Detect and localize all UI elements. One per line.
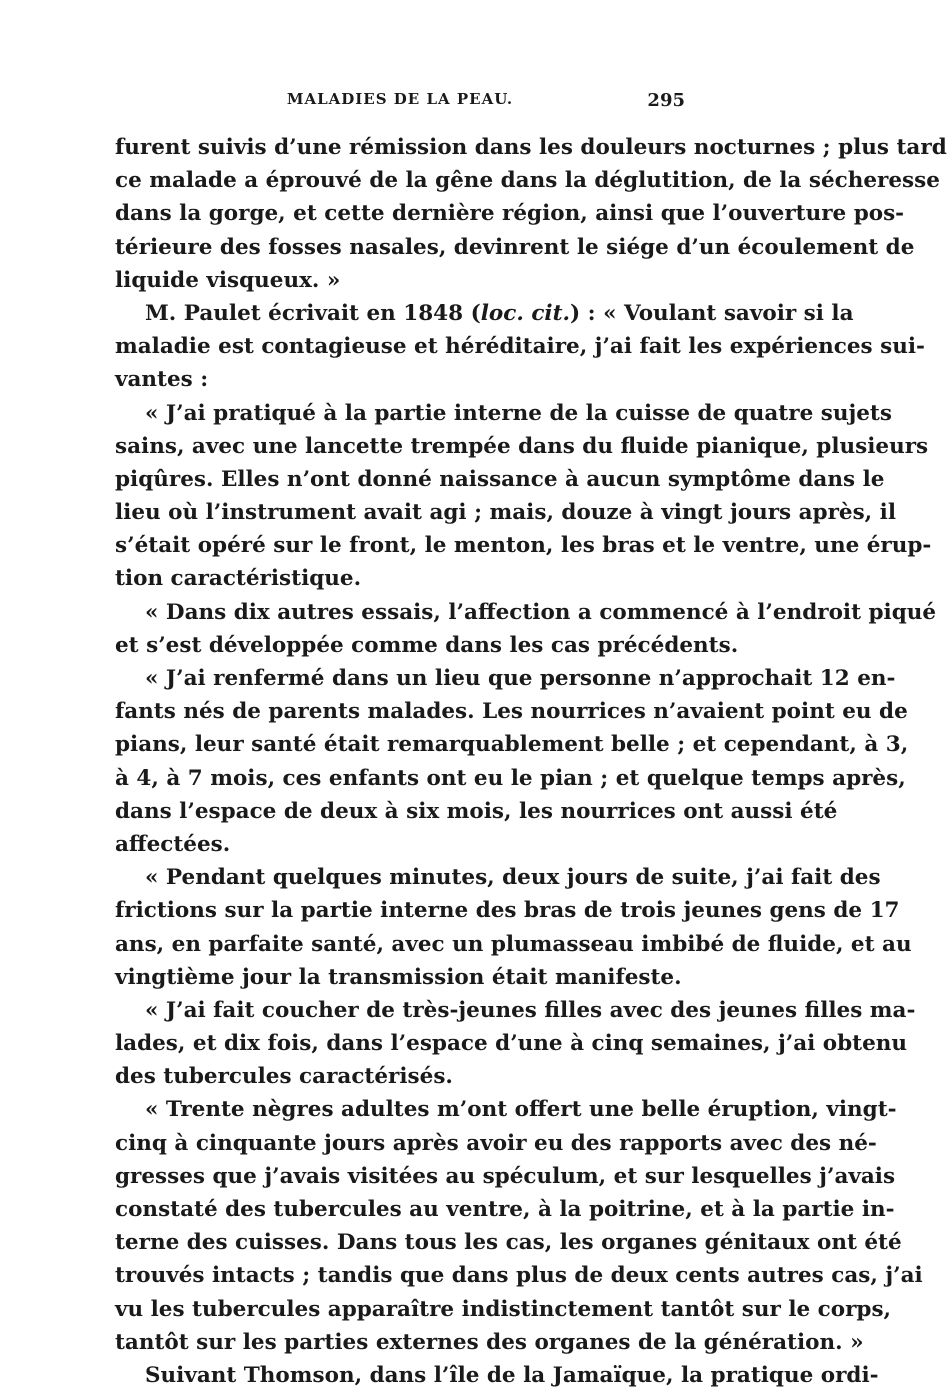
text-line: tantôt sur les parties externes des organes de la génération. » bbox=[115, 1329, 864, 1355]
text-line: constaté des tubercules au ventre, à la poitrine, et à la partie in- bbox=[115, 1197, 895, 1222]
text-line: fants nés de parents malades. Les nourrices n’avaient point eu de bbox=[115, 699, 908, 725]
text-line: frictions sur la partie interne des bras de trois jeunes gens de 17 bbox=[115, 898, 900, 924]
text-line: ans, en parfaite santé, avec un plumasseau imbibé de fluide, et au bbox=[115, 931, 912, 957]
text-line: Suivant Thomson, dans l’île de la Jamaïque, la pratique ordi- bbox=[145, 1362, 879, 1388]
text-line: lades, et dix fois, dans l’espace d’une à cinq semaines, j’ai obtenu bbox=[115, 1031, 908, 1057]
text-line: tion caractéristique. bbox=[115, 566, 362, 592]
text-line: terne des cuisses. Dans tous les cas, les organes génitaux ont été bbox=[115, 1230, 902, 1256]
text-line: « Dans dix autres essais, l’affection a commencé à l’endroit piqué bbox=[145, 599, 937, 625]
text-line: à 4, à 7 mois, ces enfants ont eu le pian ; et quelque temps après, bbox=[115, 765, 906, 791]
text-line: « J’ai pratiqué à la partie interne de la cuisse de quatre sujets bbox=[145, 400, 892, 426]
text-line: dans la gorge, et cette dernière région, ainsi que l’ouverture pos- bbox=[115, 201, 905, 227]
text-line: lieu où l’instrument avait agi ; mais, douze à vingt jours après, il bbox=[115, 500, 896, 526]
text-segment: M. Paulet écrivait en 1848 ( bbox=[145, 300, 481, 326]
text-line: liquide visqueux. » bbox=[115, 267, 341, 293]
italic-citation: loc. cit. bbox=[480, 300, 570, 326]
text-line: vingtième jour la transmission était manifeste. bbox=[115, 964, 682, 990]
text-line: vu les tubercules apparaître indistinctement tantôt sur le corps, bbox=[115, 1296, 892, 1322]
text-line: trouvés intacts ; tandis que dans plus de deux cents autres cas, j’ai bbox=[115, 1263, 923, 1289]
text-line: sains, avec une lancette trempée dans du fluide pianique, plusieurs bbox=[115, 433, 929, 459]
text-line: vantes : bbox=[115, 367, 209, 393]
text-line: piqûres. Elles n’ont donné naissance à aucun symptôme dans le bbox=[115, 466, 885, 492]
page-header bbox=[115, 90, 685, 120]
text-line: et s’est développée comme dans les cas précédents. bbox=[115, 632, 739, 658]
body-text bbox=[115, 131, 947, 1392]
text-segment: ) : « Voulant savoir si la bbox=[570, 300, 854, 326]
text-line: s’était opéré sur le front, le menton, les bras et le ventre, une érup- bbox=[115, 533, 932, 559]
text-line: pians, leur santé était remarquablement belle ; et cependant, à 3, bbox=[115, 732, 909, 758]
text-line: ce malade a éprouvé de la gêne dans la déglutition, de la sécheresse bbox=[115, 168, 940, 194]
text-line: affectées. bbox=[115, 831, 231, 857]
text-line: gresses que j’avais visitées au spéculum, et sur lesquelles j’avais bbox=[115, 1163, 896, 1189]
text-line: maladie est contagieuse et héréditaire, j’ai fait les expériences sui- bbox=[115, 334, 925, 360]
text-line: « J’ai renfermé dans un lieu que personne n’approchait 12 en- bbox=[145, 666, 896, 691]
text-line: « Trente nègres adultes m’ont offert une belle éruption, vingt- bbox=[145, 1097, 897, 1123]
text-line-with-citation bbox=[115, 297, 854, 330]
text-line: « Pendant quelques minutes, deux jours de suite, j’ai fait des bbox=[145, 865, 881, 891]
text-line: « J’ai fait coucher de très-jeunes filles avec des jeunes filles ma- bbox=[145, 997, 916, 1023]
text-line: cinq à cinquante jours après avoir eu des rapports avec des né- bbox=[115, 1130, 877, 1156]
text-line: dans l’espace de deux à six mois, les nourrices ont aussi été bbox=[115, 798, 838, 824]
text-line: furent suivis d’une rémission dans les douleurs nocturnes ; plus tard bbox=[115, 135, 947, 160]
running-title: MALADIES DE LA PEAU. bbox=[286, 90, 514, 108]
text-line: térieure des fosses nasales, devinrent le siége d’un écoulement de bbox=[115, 234, 915, 260]
page-number: 295 bbox=[647, 90, 685, 111]
text-line: des tubercules caractérisés. bbox=[115, 1064, 453, 1090]
